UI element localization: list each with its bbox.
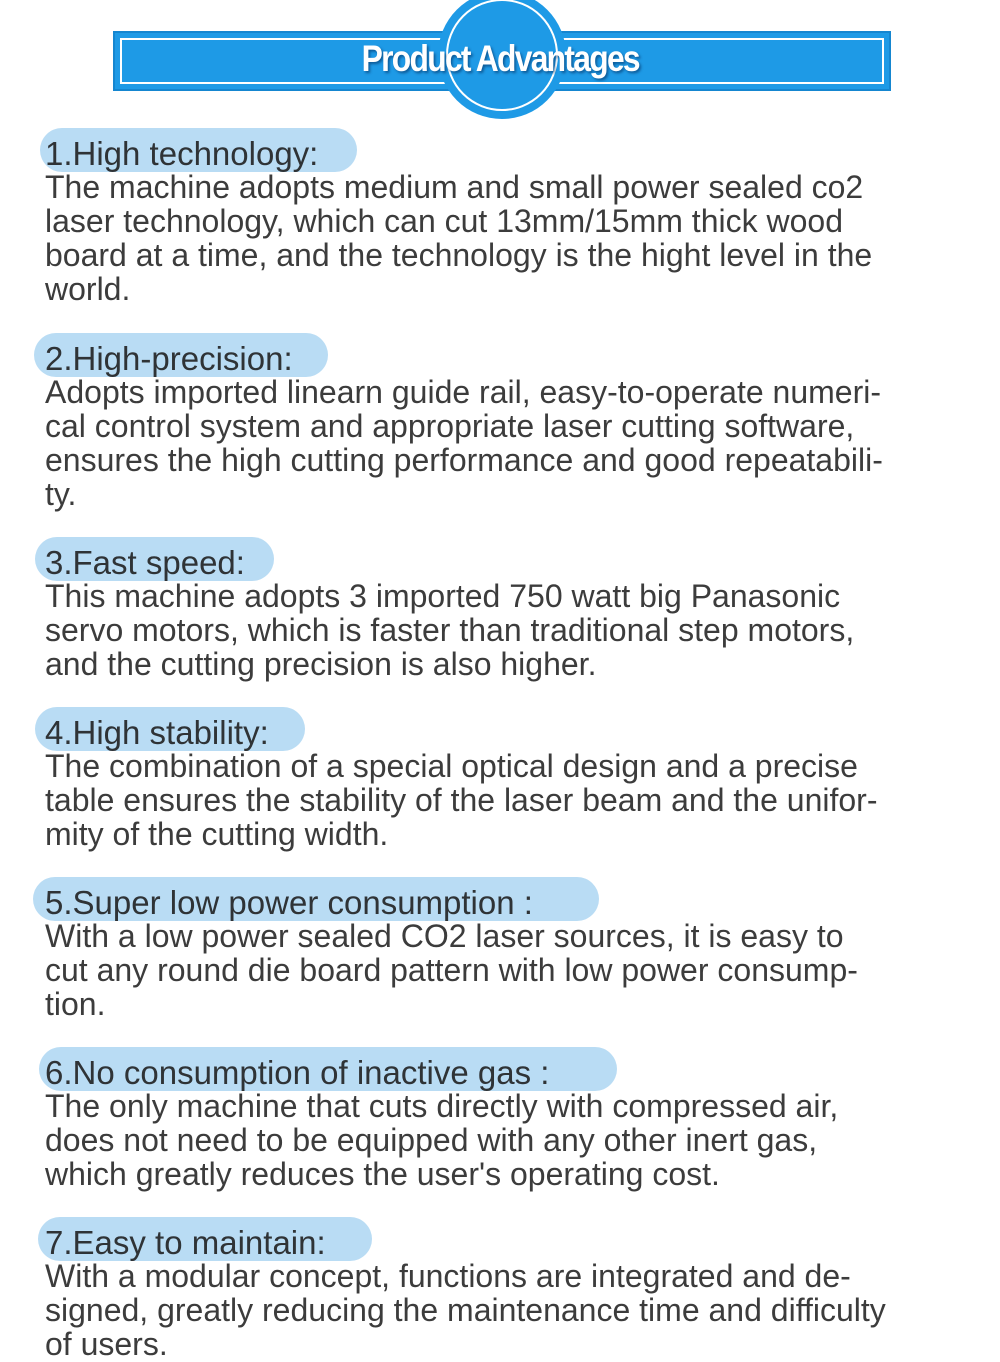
section-body	[45, 1259, 975, 1361]
advantage-section-high-technology	[0, 128, 1000, 307]
body-line: With a low power sealed CO2 laser sources, it is easy to	[45, 918, 844, 954]
body-line: does not need to be equipped with any other inert gas,	[45, 1122, 818, 1158]
body-line: ty.	[45, 476, 77, 512]
advantage-section-no-inactive-gas	[0, 1047, 1000, 1192]
section-body	[45, 579, 975, 681]
section-body	[45, 375, 975, 511]
body-line: world.	[45, 271, 131, 307]
body-line: cal control system and appropriate laser cutting software,	[45, 408, 855, 444]
body-line: With a modular concept, functions are integrated and de-	[45, 1258, 851, 1294]
section-body	[45, 919, 975, 1021]
body-line: This machine adopts 3 imported 750 watt big Panasonic	[45, 578, 841, 614]
section-heading: 3.Fast speed:	[45, 544, 245, 581]
advantage-section-easy-maintain	[0, 1217, 1000, 1362]
banner-title: Product Advantages	[361, 38, 639, 79]
section-body	[45, 170, 975, 306]
section-heading: 4.High stability:	[45, 714, 269, 751]
section-heading: 6.No consumption of inactive gas :	[45, 1054, 550, 1091]
advantage-section-low-power	[0, 877, 1000, 1022]
body-line: board at a time, and the technology is the hight level in the	[45, 237, 873, 273]
body-line: table ensures the stability of the laser beam and the unifor-	[45, 782, 878, 818]
section-heading: 5.Super low power consumption :	[45, 884, 533, 921]
body-line: mity of the cutting width.	[45, 816, 389, 852]
advantage-section-high-precision	[0, 333, 1000, 512]
section-body	[45, 1089, 975, 1191]
body-line: The only machine that cuts directly with compressed air,	[45, 1088, 839, 1124]
body-line: tion.	[45, 986, 106, 1022]
body-line: Adopts imported linearn guide rail, easy-to-operate numeri-	[45, 374, 881, 410]
body-line: which greatly reduces the user's operating cost.	[45, 1156, 720, 1192]
body-line: The machine adopts medium and small power sealed co2	[45, 169, 864, 205]
body-line: laser technology, which can cut 13mm/15mm thick wood	[45, 203, 843, 239]
section-body	[45, 749, 975, 851]
body-line: The combination of a special optical design and a precise	[45, 748, 858, 784]
section-heading: 1.High technology:	[45, 135, 319, 172]
body-line: signed, greatly reducing the maintenance time and difficulty	[45, 1292, 886, 1328]
product-advantages-banner	[0, 0, 1000, 125]
section-heading: 2.High-precision:	[45, 340, 293, 377]
body-line: and the cutting precision is also higher.	[45, 646, 597, 682]
body-line: cut any round die board pattern with low power consump-	[45, 952, 858, 988]
body-line: of users.	[45, 1326, 168, 1362]
advantage-section-high-stability	[0, 707, 1000, 852]
body-line: servo motors, which is faster than traditional step motors,	[45, 612, 855, 648]
advantage-section-fast-speed	[0, 537, 1000, 682]
section-heading: 7.Easy to maintain:	[45, 1224, 326, 1261]
body-line: ensures the high cutting performance and good repeatabili-	[45, 442, 883, 478]
